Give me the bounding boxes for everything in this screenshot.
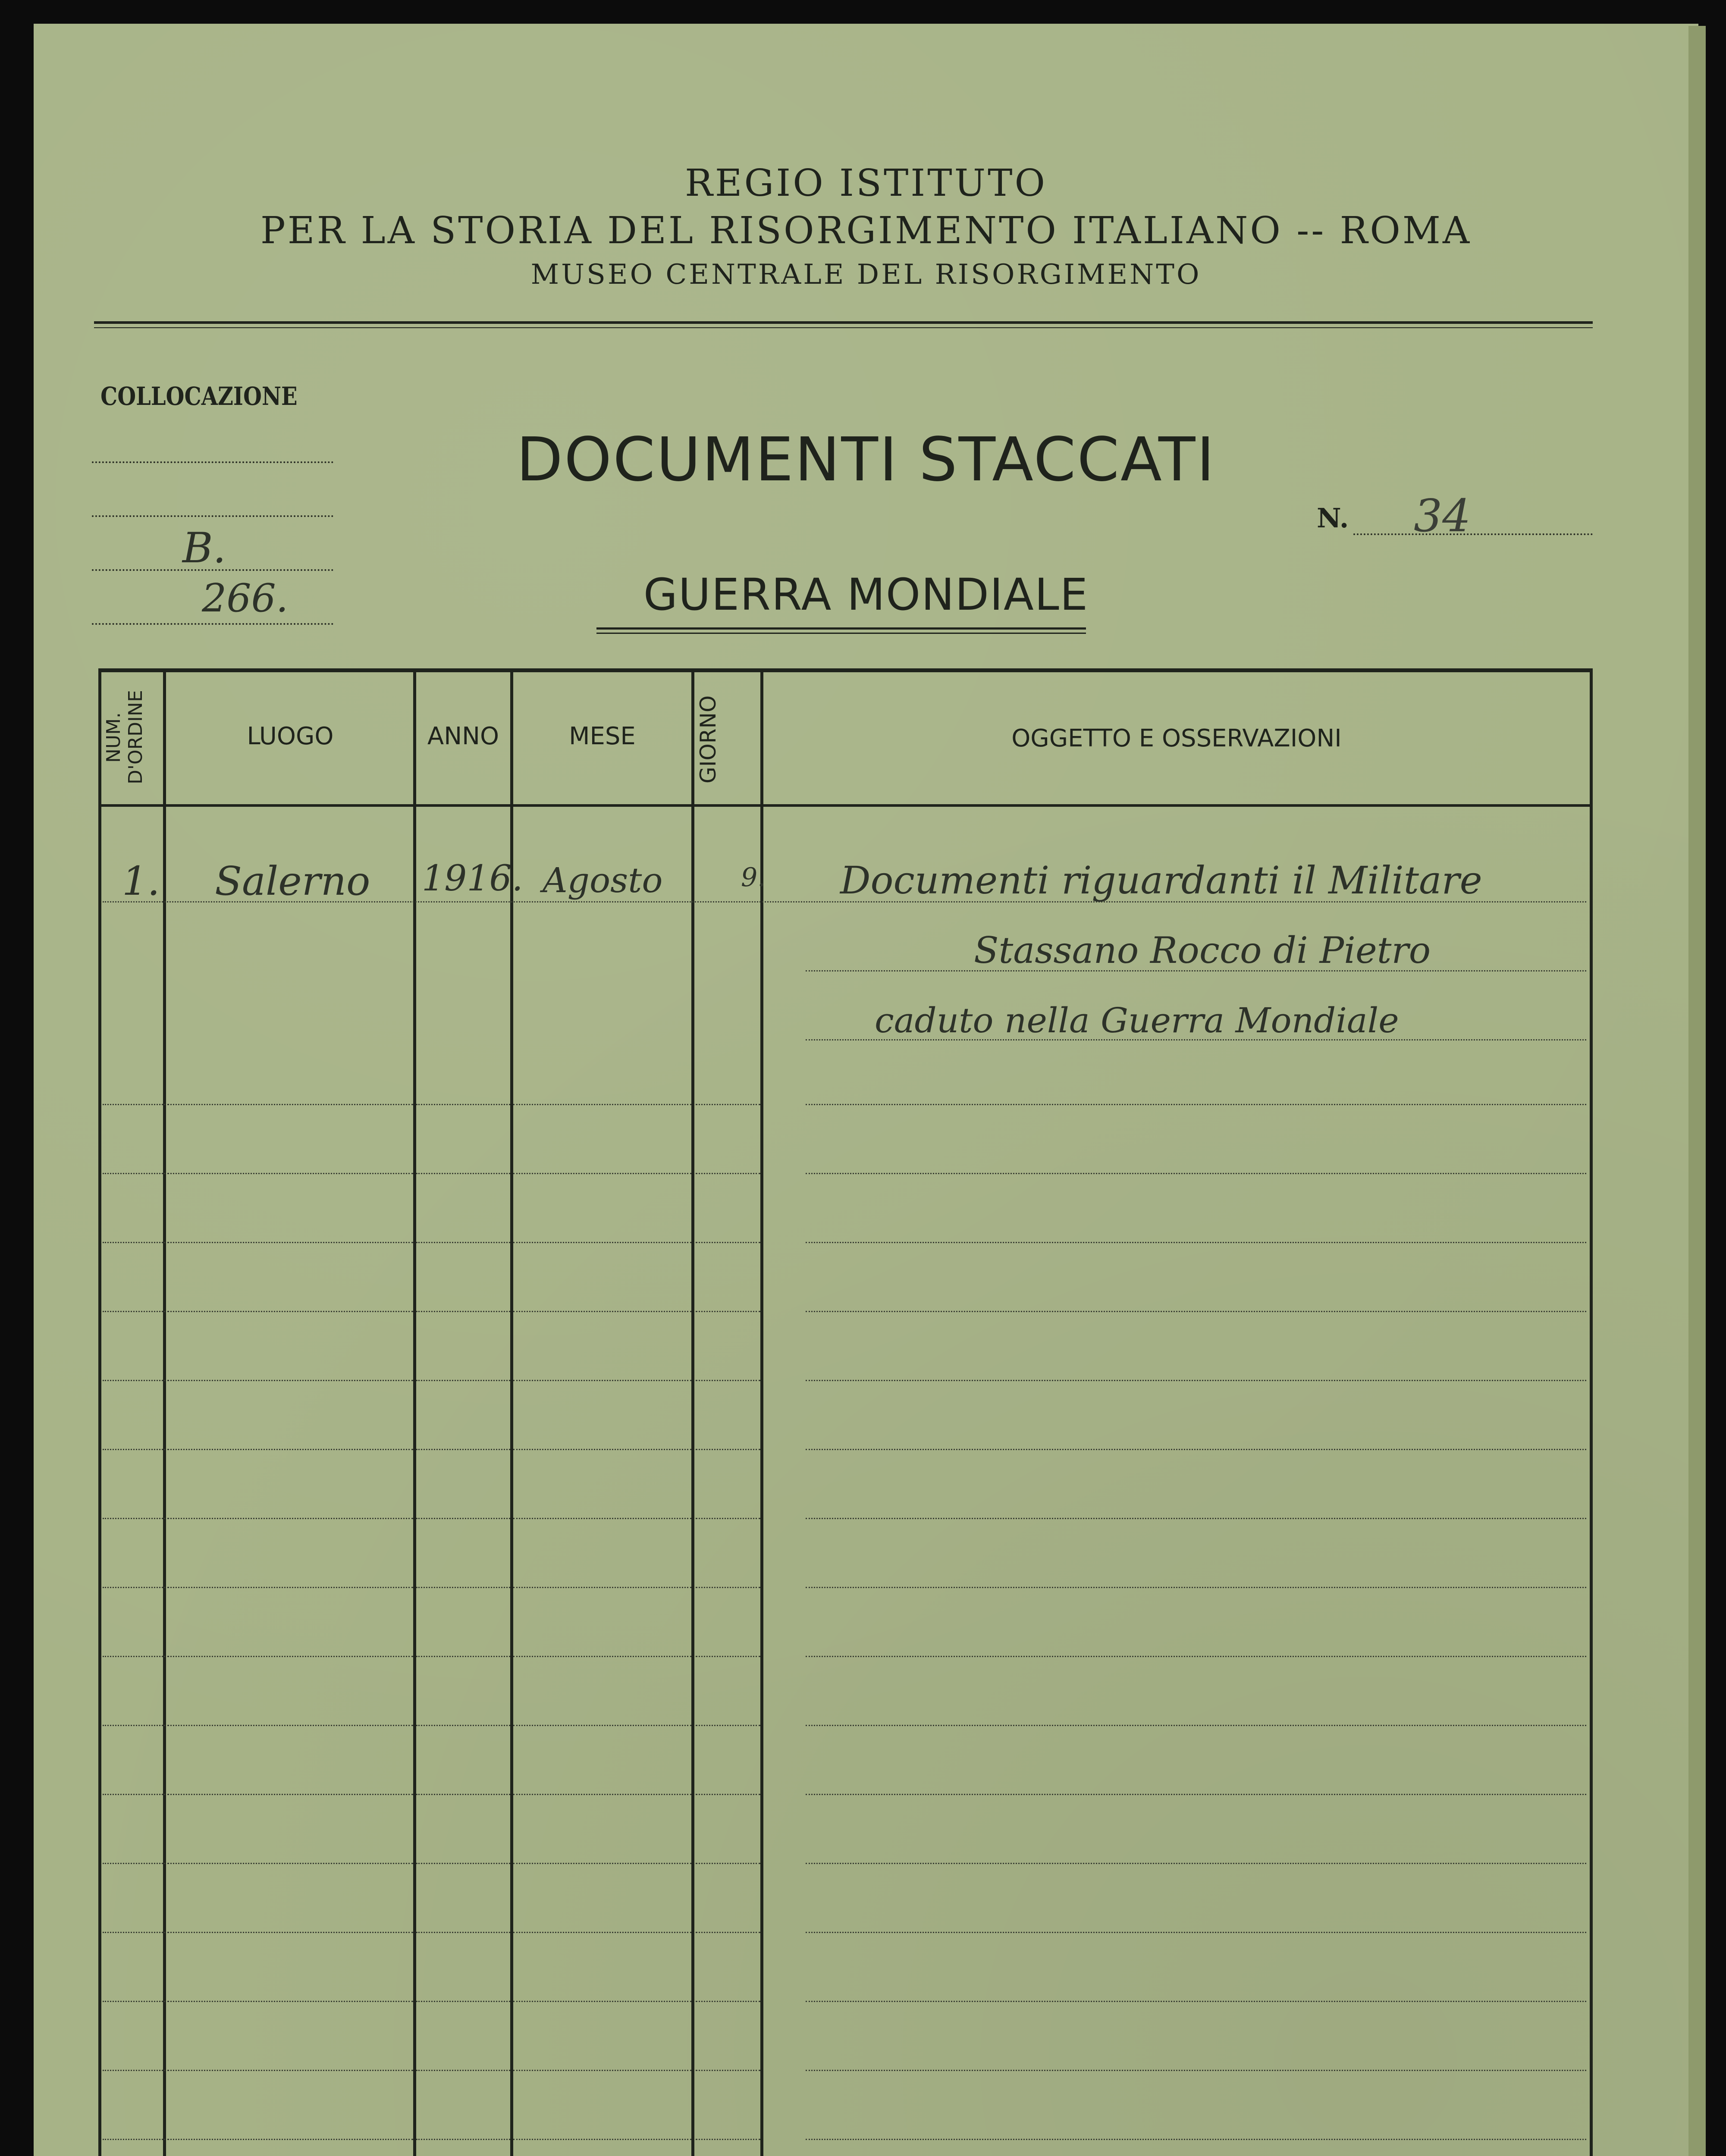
ruled-line — [696, 1587, 760, 1588]
ruled-line — [103, 1587, 165, 1588]
collocazione-label: COLLOCAZIONE — [100, 382, 298, 411]
subtitle-underline-2 — [596, 633, 1086, 634]
collocazione-value-2: 266. — [202, 576, 289, 621]
ruled-line — [167, 1587, 413, 1588]
ruled-line — [416, 1518, 510, 1519]
ruled-line — [513, 1173, 691, 1174]
ruled-line — [696, 2070, 760, 2071]
column-divider — [98, 668, 101, 2156]
subtitle-underline — [596, 627, 1086, 630]
ruled-line — [806, 1725, 1586, 1726]
ruled-line — [806, 1863, 1586, 1864]
ruled-line — [167, 2001, 413, 2002]
ruled-line — [416, 1863, 510, 1864]
ruled-line — [696, 1863, 760, 1864]
header-giorno: GIORNO — [696, 695, 721, 784]
ruled-line — [167, 1863, 413, 1864]
ruled-line — [103, 1173, 165, 1174]
ruled-line — [416, 1311, 510, 1312]
ruled-line — [103, 1311, 165, 1312]
collocazione-line-4 — [92, 623, 333, 625]
header-anno: ANNO — [427, 722, 499, 750]
ruled-line — [513, 1794, 691, 1795]
ruled-line — [696, 1311, 760, 1312]
ruled-line — [416, 1656, 510, 1657]
ruled-line — [513, 1587, 691, 1588]
ruled-line — [416, 1932, 510, 1933]
ruled-line — [696, 1656, 760, 1657]
ruled-line — [806, 1104, 1586, 1105]
ruled-line — [416, 1794, 510, 1795]
number-line — [1353, 533, 1593, 535]
ruled-line — [696, 1242, 760, 1243]
ruled-line — [806, 2001, 1586, 2002]
ruled-line — [696, 1449, 760, 1450]
ruled-line — [167, 1242, 413, 1243]
table-header-border — [98, 804, 1593, 807]
column-divider — [413, 668, 416, 2156]
ruled-line — [513, 1380, 691, 1381]
ruled-line — [103, 2139, 165, 2140]
column-divider — [691, 668, 694, 2156]
entry-oggetto-line-3: caduto nella Guerra Mondiale — [875, 1000, 1399, 1040]
institute-full-name: PER LA STORIA DEL RISORGIMENTO ITALIANO -- ROMA — [260, 209, 1472, 252]
ruled-line — [416, 2070, 510, 2071]
ruled-line — [103, 1794, 165, 1795]
entry-mese: Agosto — [543, 860, 663, 900]
ruled-line — [416, 1380, 510, 1381]
ruled-line — [167, 2139, 413, 2140]
header-rule — [94, 321, 1593, 324]
entry-oggetto-line-2: Stassano Rocco di Pietro — [974, 929, 1431, 971]
ruled-line — [167, 2070, 413, 2071]
ruled-line — [103, 1725, 165, 1726]
ruled-line — [167, 1173, 413, 1174]
ruled-line — [513, 2001, 691, 2002]
ruled-line — [416, 1725, 510, 1726]
ruled-line — [103, 1242, 165, 1243]
ruled-line — [696, 1932, 760, 1933]
ruled-line — [696, 1725, 760, 1726]
ruled-line — [416, 1173, 510, 1174]
ruled-line — [806, 2139, 1586, 2140]
ruled-line — [167, 1518, 413, 1519]
document-title: DOCUMENTI STACCATI — [516, 425, 1216, 495]
entry-luogo: Salerno — [215, 858, 370, 904]
ruled-line — [513, 2070, 691, 2071]
ruled-line — [103, 1449, 165, 1450]
ruled-line — [167, 1932, 413, 1933]
ruled-line — [696, 1794, 760, 1795]
ruled-line — [806, 1932, 1586, 1933]
ruled-line — [806, 2070, 1586, 2071]
ruled-line — [513, 1104, 691, 1105]
ruled-line — [416, 2139, 510, 2140]
ruled-line — [167, 1794, 413, 1795]
ruled-line — [513, 1449, 691, 1450]
ruled-line — [513, 1518, 691, 1519]
ruled-line — [103, 1380, 165, 1381]
ruled-line — [167, 1104, 413, 1105]
ruled-line — [806, 1449, 1586, 1450]
ruled-line — [696, 1380, 760, 1381]
ruled-line — [513, 1311, 691, 1312]
ruled-line — [696, 2139, 760, 2140]
ruled-line — [167, 1380, 413, 1381]
header-oggetto: OGGETTO E OSSERVAZIONI — [1011, 724, 1342, 752]
museum-name: MUSEO CENTRALE DEL RISORGIMENTO — [530, 259, 1202, 291]
entry-anno: 1916. — [422, 858, 523, 899]
header-num-ordine: NUM. D'ORDINE — [103, 690, 147, 785]
ruled-line — [167, 1311, 413, 1312]
ruled-line — [513, 1725, 691, 1726]
collocazione-value-1: B. — [182, 524, 226, 572]
ruled-line — [103, 2070, 165, 2071]
header-mese: MESE — [569, 722, 636, 750]
ruled-line — [416, 1242, 510, 1243]
ruled-line — [103, 1104, 165, 1105]
ruled-line — [806, 1311, 1586, 1312]
ruled-line — [806, 1380, 1586, 1381]
ruled-line — [806, 1242, 1586, 1243]
page-edge — [1688, 26, 1706, 2156]
entry-num: 1. — [122, 858, 160, 904]
ruled-line — [513, 1932, 691, 1933]
ruled-line — [696, 1104, 760, 1105]
institute-name: REGIO ISTITUTO — [685, 162, 1047, 205]
header-rule-thin — [94, 327, 1593, 328]
ruled-line — [167, 1725, 413, 1726]
number-label: N. — [1317, 502, 1349, 534]
entry-giorno: 9. — [741, 862, 766, 893]
ruled-line — [806, 1518, 1586, 1519]
ruled-line — [103, 1932, 165, 1933]
entry-oggetto-line-1: Documenti riguardanti il Militare — [840, 858, 1482, 903]
ruled-line — [806, 1587, 1586, 1588]
ruled-line — [416, 1104, 510, 1105]
ruled-line — [167, 1656, 413, 1657]
document-page — [34, 24, 1698, 2156]
table-top-border — [98, 668, 1593, 672]
number-value: 34 — [1414, 489, 1471, 542]
header-luogo: LUOGO — [247, 722, 334, 750]
ruled-line — [513, 1863, 691, 1864]
ruled-line — [416, 2001, 510, 2002]
collocazione-line-2 — [92, 515, 333, 517]
ruled-line — [806, 1656, 1586, 1657]
column-divider — [1590, 668, 1593, 2156]
ruled-line — [696, 2001, 760, 2002]
ruled-line — [103, 1518, 165, 1519]
ruled-line — [696, 1518, 760, 1519]
ruled-line — [416, 1587, 510, 1588]
ruled-line — [416, 1449, 510, 1450]
ruled-line — [806, 1173, 1586, 1174]
ruled-line — [696, 1173, 760, 1174]
ruled-line — [513, 2139, 691, 2140]
ruled-line — [103, 1656, 165, 1657]
ruled-line — [103, 2001, 165, 2002]
ruled-line — [167, 1449, 413, 1450]
ruled-line — [806, 1794, 1586, 1795]
document-subtitle: GUERRA MONDIALE — [643, 569, 1089, 620]
ruled-line — [103, 1863, 165, 1864]
ruled-line — [513, 1242, 691, 1243]
ruled-line — [513, 1656, 691, 1657]
